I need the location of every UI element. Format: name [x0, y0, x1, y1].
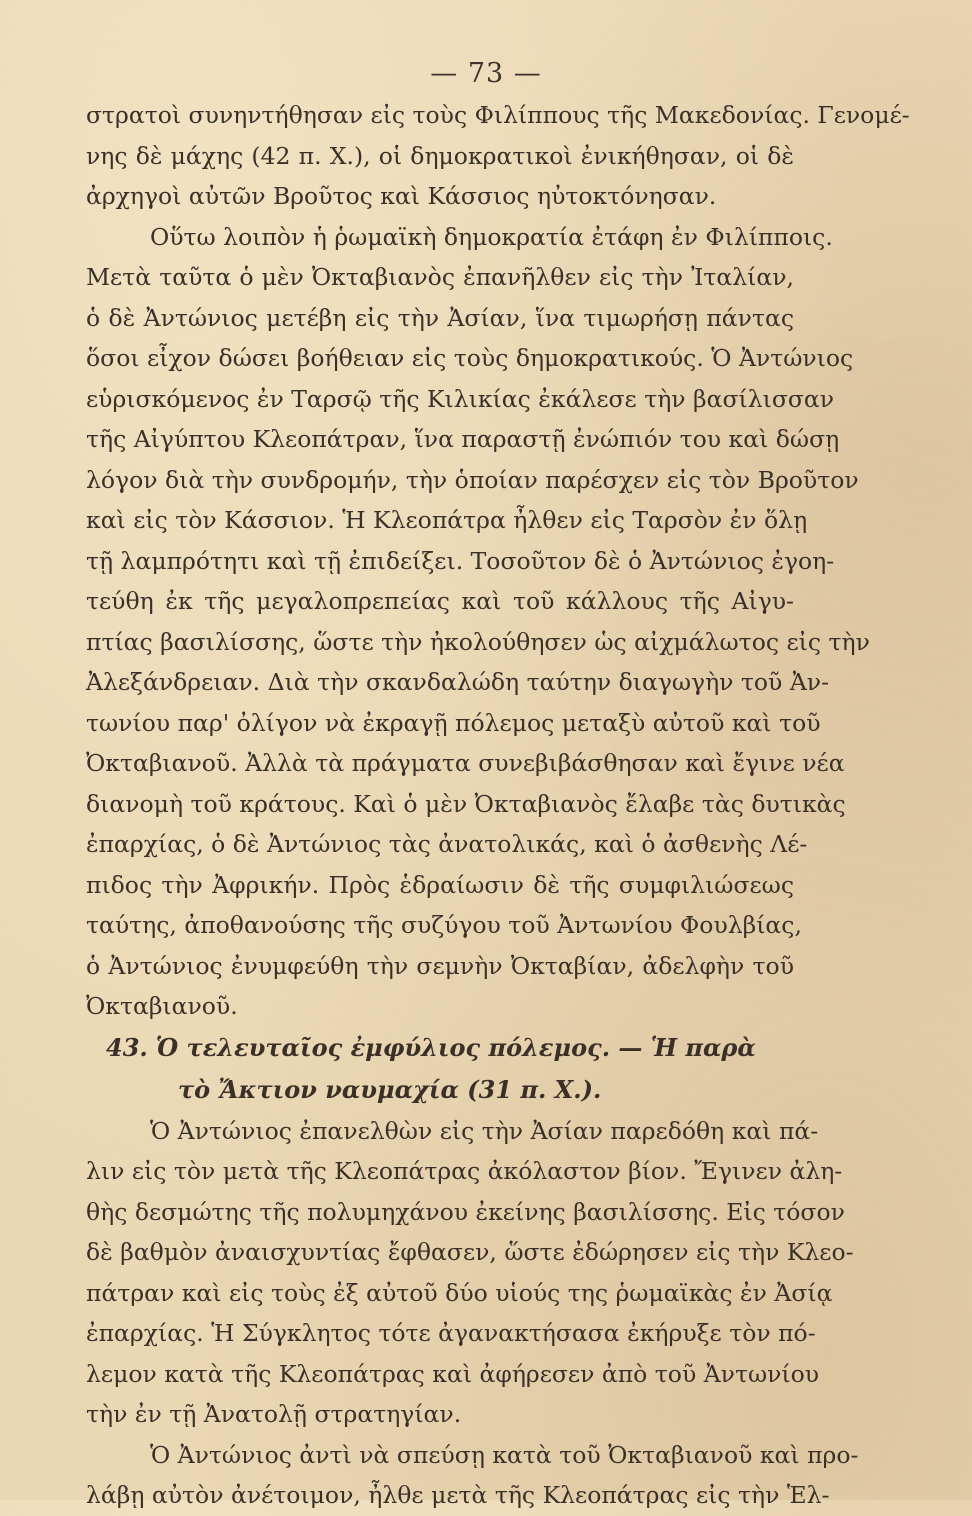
paragraph — [86, 95, 910, 217]
page-body — [86, 95, 910, 1516]
text-line: τὴν ἐν τῇ Ἀνατολῇ στρατηγίαν. — [86, 1400, 462, 1428]
text-line: τωνίου παρ' ὀλίγον νὰ ἐκραγῇ πόλεμος μεταξὺ αὐτοῦ καὶ τοῦ — [86, 708, 821, 737]
paragraph — [86, 1111, 854, 1435]
text-line: τεύθη ἐκ τῆς μεγαλοπρεπείας καὶ τοῦ κάλλους τῆς Αἰγυ- — [86, 587, 794, 615]
text-line: πτίας βασιλίσσης, ὥστε τὴν ἠκολούθησεν ὡς αἰχμάλωτος εἰς τὴν — [86, 627, 870, 656]
text-line: Ὀκταβιανοῦ. Ἀλλὰ τὰ πράγματα συνεβιβάσθησαν καὶ ἔγινε νέα — [86, 749, 845, 777]
text-line: Οὕτω λοιπὸν ἡ ῥωμαϊκὴ δημοκρατία ἐτάφη ἐν Φιλίπποις. — [150, 222, 833, 251]
text-line: τῆς Αἰγύπτου Κλεοπάτραν, ἵνα παραστῇ ἐνώπιόν του καὶ δώσῃ — [86, 425, 840, 453]
text-line: Ἀλεξάνδρειαν. Διὰ τὴν σκανδαλώδη ταύτην διαγωγὴν τοῦ Ἀν- — [86, 668, 830, 696]
section-title-text: Ὁ τελευταῖος ἐμφύλιος πόλεμος. — Ἡ παρὰ — [155, 1032, 756, 1062]
text-line: Μετὰ ταῦτα ὁ μὲν Ὀκταβιανὸς ἐπανῆλθεν εἰς τὴν Ἰταλίαν, — [86, 263, 794, 291]
text-line: πιδος τὴν Ἀφρικήν. Πρὸς ἑδραίωσιν δὲ τῆς συμφιλιώσεως — [86, 870, 794, 899]
text-line: θὴς δεσμώτης τῆς πολυμηχάνου ἐκείνης βασιλίσσης. Εἰς τόσον — [86, 1197, 845, 1226]
text-line: διανομὴ τοῦ κράτους. Καὶ ὁ μὲν Ὀκταβιανὸς ἔλαβε τὰς δυτικὰς — [86, 789, 846, 818]
text-line: λιν εἰς τὸν μετὰ τῆς Κλεοπάτρας ἀκόλαστον βίον. Ἔγινεν ἀλη- — [86, 1157, 843, 1185]
text-line: Ὀκταβιανοῦ. — [86, 992, 238, 1020]
text-line: ταύτης, ἀποθανούσης τῆς συζύγου τοῦ Ἀντωνίου Φουλβίας, — [86, 911, 802, 939]
paragraph — [86, 1435, 859, 1516]
text-line: στρατοὶ συνηντήθησαν εἰς τοὺς Φιλίππους τῆς Μακεδονίας. Γενομέ- — [86, 101, 910, 129]
text-line: λάβῃ αὐτὸν ἀνέτοιμον, ἦλθε μετὰ τῆς Κλεοπάτρας εἰς τὴν Ἑλ- — [86, 1481, 830, 1509]
text-line: λεμον κατὰ τῆς Κλεοπάτρας καὶ ἀφήρεσεν ἀπὸ τοῦ Ἀντωνίου — [86, 1359, 820, 1388]
text-line: ἀρχηγοὶ αὐτῶν Βροῦτος καὶ Κάσσιος ηὐτοκτόνησαν. — [86, 182, 717, 210]
section-title-line-2: τὸ Ἄκτιον ναυμαχία (31 π. Χ.). — [178, 1074, 602, 1104]
text-line: ὅσοι εἶχον δώσει βοήθειαν εἰς τοὺς δημοκρατικούς. Ὁ Ἀντώνιος — [86, 344, 854, 372]
text-line: δὲ βαθμὸν ἀναισχυντίας ἔφθασεν, ὥστε ἐδώρησεν εἰς τὴν Κλεο- — [86, 1238, 854, 1266]
section-title-line-1 — [86, 1027, 794, 1069]
text-line: πάτραν καὶ εἰς τοὺς ἐξ αὐτοῦ δύο υἱούς της ῥωμαϊκὰς ἐν Ἀσίᾳ — [86, 1278, 833, 1307]
text-line: Ὁ Ἀντώνιος ἐπανελθὼν εἰς τὴν Ἀσίαν παρεδόθη καὶ πά- — [150, 1116, 819, 1145]
text-line: τῇ λαμπρότητι καὶ τῇ ἐπιδείξει. Τοσοῦτον δὲ ὁ Ἀντώνιος ἐγοη- — [86, 546, 835, 575]
page-number: — 73 — — [430, 58, 542, 89]
text-line: εὑρισκόμενος ἐν Ταρσῷ τῆς Κιλικίας ἐκάλεσε τὴν βασίλισσαν — [86, 384, 835, 413]
paragraph — [86, 217, 870, 1027]
text-line: Ὁ Ἀντώνιος ἀντὶ νὰ σπεύσῃ κατὰ τοῦ Ὀκταβιανοῦ καὶ προ- — [150, 1440, 859, 1469]
text-line: ὁ δὲ Ἀντώνιος μετέβη εἰς τὴν Ἀσίαν, ἵνα τιμωρήσῃ πάντας — [86, 303, 794, 332]
text-line: ἐπαρχίας. Ἡ Σύγκλητος τότε ἀγανακτήσασα ἐκήρυξε τὸν πό- — [86, 1319, 816, 1347]
text-line: λόγον διὰ τὴν συνδρομήν, τὴν ὁποίαν παρέσχεν εἰς τὸν Βροῦτον — [86, 465, 859, 494]
text-line: καὶ εἰς τὸν Κάσσιον. Ἡ Κλεοπάτρα ἦλθεν εἰς Ταρσὸν ἐν ὅλῃ — [86, 506, 808, 534]
text-line: νης δὲ μάχης (42 π. Χ.), οἱ δημοκρατικοὶ ἐνικήθησαν, οἱ δὲ — [86, 141, 794, 170]
text-line: ὁ Ἀντώνιος ἐνυμφεύθη τὴν σεμνὴν Ὀκταβίαν, ἀδελφὴν τοῦ — [86, 951, 794, 980]
section-number: 43. — [106, 1032, 148, 1062]
text-line: ἐπαρχίας, ὁ δὲ Ἀντώνιος τὰς ἀνατολικάς, καὶ ὁ ἀσθενὴς Λέ- — [86, 830, 808, 858]
section-heading — [86, 1027, 794, 1111]
